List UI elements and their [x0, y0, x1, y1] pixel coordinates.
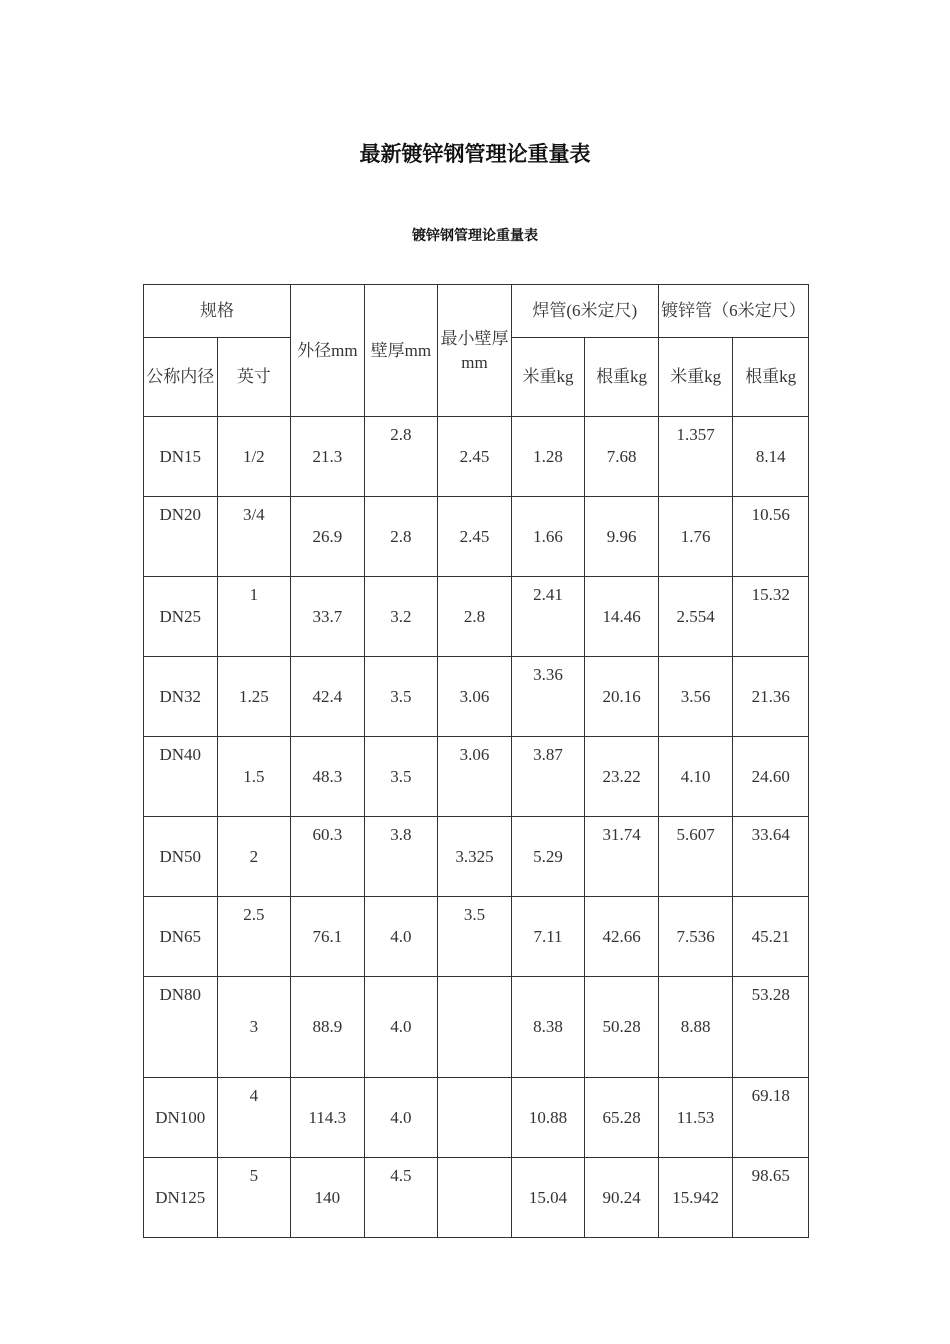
cell-galv-meter: 1.357 [658, 417, 733, 497]
cell-dn: DN125 [144, 1158, 218, 1238]
cell-galv-root: 53.28 [733, 977, 809, 1078]
cell-galv-root: 15.32 [733, 577, 809, 657]
cell-welded-root: 50.28 [585, 977, 659, 1078]
cell-dn: DN100 [144, 1078, 218, 1158]
cell-wall: 3.5 [364, 657, 438, 737]
cell-min-wall [438, 1158, 512, 1238]
cell-min-wall: 2.45 [438, 417, 512, 497]
cell-welded-root: 42.66 [585, 897, 659, 977]
table-row [144, 977, 809, 1078]
table-row [144, 657, 809, 737]
cell-dn: DN15 [144, 417, 218, 497]
header-galv-per-meter: 米重kg [658, 338, 733, 417]
cell-welded-root: 9.96 [585, 497, 659, 577]
cell-min-wall: 3.325 [438, 817, 512, 897]
cell-wall: 4.0 [364, 1078, 438, 1158]
cell-welded-meter: 1.28 [511, 417, 585, 497]
header-welded-pipe: 焊管(6米定尺) [511, 285, 658, 338]
cell-welded-root: 65.28 [585, 1078, 659, 1158]
cell-welded-root: 31.74 [585, 817, 659, 897]
cell-od: 48.3 [291, 737, 365, 817]
cell-od: 76.1 [291, 897, 365, 977]
cell-galv-meter: 3.56 [658, 657, 733, 737]
cell-galv-meter: 2.554 [658, 577, 733, 657]
cell-wall: 4.0 [364, 977, 438, 1078]
cell-inch: 4 [217, 1078, 291, 1158]
cell-min-wall [438, 977, 512, 1078]
table-row [144, 737, 809, 817]
table-row [144, 1158, 809, 1238]
cell-welded-meter: 5.29 [511, 817, 585, 897]
cell-inch: 2 [217, 817, 291, 897]
cell-inch: 3/4 [217, 497, 291, 577]
cell-wall: 4.0 [364, 897, 438, 977]
cell-welded-root: 23.22 [585, 737, 659, 817]
cell-wall: 4.5 [364, 1158, 438, 1238]
cell-min-wall: 3.5 [438, 897, 512, 977]
header-inch: 英寸 [217, 338, 291, 417]
cell-dn: DN20 [144, 497, 218, 577]
cell-min-wall: 3.06 [438, 737, 512, 817]
cell-wall: 2.8 [364, 497, 438, 577]
cell-galv-meter: 15.942 [658, 1158, 733, 1238]
cell-inch: 1 [217, 577, 291, 657]
cell-min-wall: 2.8 [438, 577, 512, 657]
header-nominal-diameter: 公称内径 [144, 338, 218, 417]
cell-galv-meter: 1.76 [658, 497, 733, 577]
header-outer-diameter: 外径mm [291, 285, 365, 417]
cell-wall: 3.5 [364, 737, 438, 817]
weight-table [143, 284, 809, 1238]
cell-welded-meter: 3.36 [511, 657, 585, 737]
cell-galv-meter: 5.607 [658, 817, 733, 897]
cell-min-wall [438, 1078, 512, 1158]
cell-od: 21.3 [291, 417, 365, 497]
cell-galv-meter: 11.53 [658, 1078, 733, 1158]
header-galv-per-root: 根重kg [733, 338, 809, 417]
table-row [144, 817, 809, 897]
cell-min-wall: 3.06 [438, 657, 512, 737]
cell-welded-meter: 7.11 [511, 897, 585, 977]
cell-welded-meter: 8.38 [511, 977, 585, 1078]
cell-welded-root: 20.16 [585, 657, 659, 737]
header-welded-per-meter: 米重kg [511, 338, 585, 417]
cell-galv-root: 45.21 [733, 897, 809, 977]
cell-od: 140 [291, 1158, 365, 1238]
cell-dn: DN25 [144, 577, 218, 657]
cell-od: 26.9 [291, 497, 365, 577]
table-row [144, 897, 809, 977]
cell-galv-root: 69.18 [733, 1078, 809, 1158]
cell-welded-root: 14.46 [585, 577, 659, 657]
cell-wall: 3.2 [364, 577, 438, 657]
header-spec: 规格 [144, 285, 291, 338]
cell-inch: 3 [217, 977, 291, 1078]
cell-welded-meter: 10.88 [511, 1078, 585, 1158]
cell-welded-meter: 15.04 [511, 1158, 585, 1238]
cell-dn: DN32 [144, 657, 218, 737]
cell-welded-meter: 3.87 [511, 737, 585, 817]
cell-galv-meter: 7.536 [658, 897, 733, 977]
cell-od: 114.3 [291, 1078, 365, 1158]
header-wall-thickness: 壁厚mm [364, 285, 438, 417]
cell-welded-meter: 1.66 [511, 497, 585, 577]
cell-dn: DN40 [144, 737, 218, 817]
cell-inch: 1.5 [217, 737, 291, 817]
cell-od: 60.3 [291, 817, 365, 897]
cell-galv-root: 8.14 [733, 417, 809, 497]
cell-dn: DN80 [144, 977, 218, 1078]
cell-min-wall: 2.45 [438, 497, 512, 577]
cell-galv-root: 98.65 [733, 1158, 809, 1238]
cell-od: 88.9 [291, 977, 365, 1078]
table-caption: 镀锌钢管理论重量表 [412, 228, 538, 244]
table-row [144, 1078, 809, 1158]
table-row [144, 497, 809, 577]
table-row [144, 577, 809, 657]
cell-inch: 2.5 [217, 897, 291, 977]
cell-welded-meter: 2.41 [511, 577, 585, 657]
table-row [144, 417, 809, 497]
document-title: 最新镀锌钢管理论重量表 [359, 142, 591, 166]
cell-galv-meter: 8.88 [658, 977, 733, 1078]
cell-galv-root: 10.56 [733, 497, 809, 577]
header-welded-per-root: 根重kg [585, 338, 659, 417]
cell-galv-root: 24.60 [733, 737, 809, 817]
cell-welded-root: 7.68 [585, 417, 659, 497]
cell-od: 42.4 [291, 657, 365, 737]
cell-dn: DN50 [144, 817, 218, 897]
header-galvanized-pipe: 镀锌管（6米定尺） [658, 285, 808, 338]
cell-inch: 1/2 [217, 417, 291, 497]
cell-galv-root: 33.64 [733, 817, 809, 897]
header-min-wall: 最小壁厚mm [438, 285, 512, 417]
cell-galv-root: 21.36 [733, 657, 809, 737]
cell-dn: DN65 [144, 897, 218, 977]
cell-od: 33.7 [291, 577, 365, 657]
cell-galv-meter: 4.10 [658, 737, 733, 817]
cell-inch: 5 [217, 1158, 291, 1238]
cell-wall: 3.8 [364, 817, 438, 897]
cell-welded-root: 90.24 [585, 1158, 659, 1238]
cell-wall: 2.8 [364, 417, 438, 497]
cell-inch: 1.25 [217, 657, 291, 737]
